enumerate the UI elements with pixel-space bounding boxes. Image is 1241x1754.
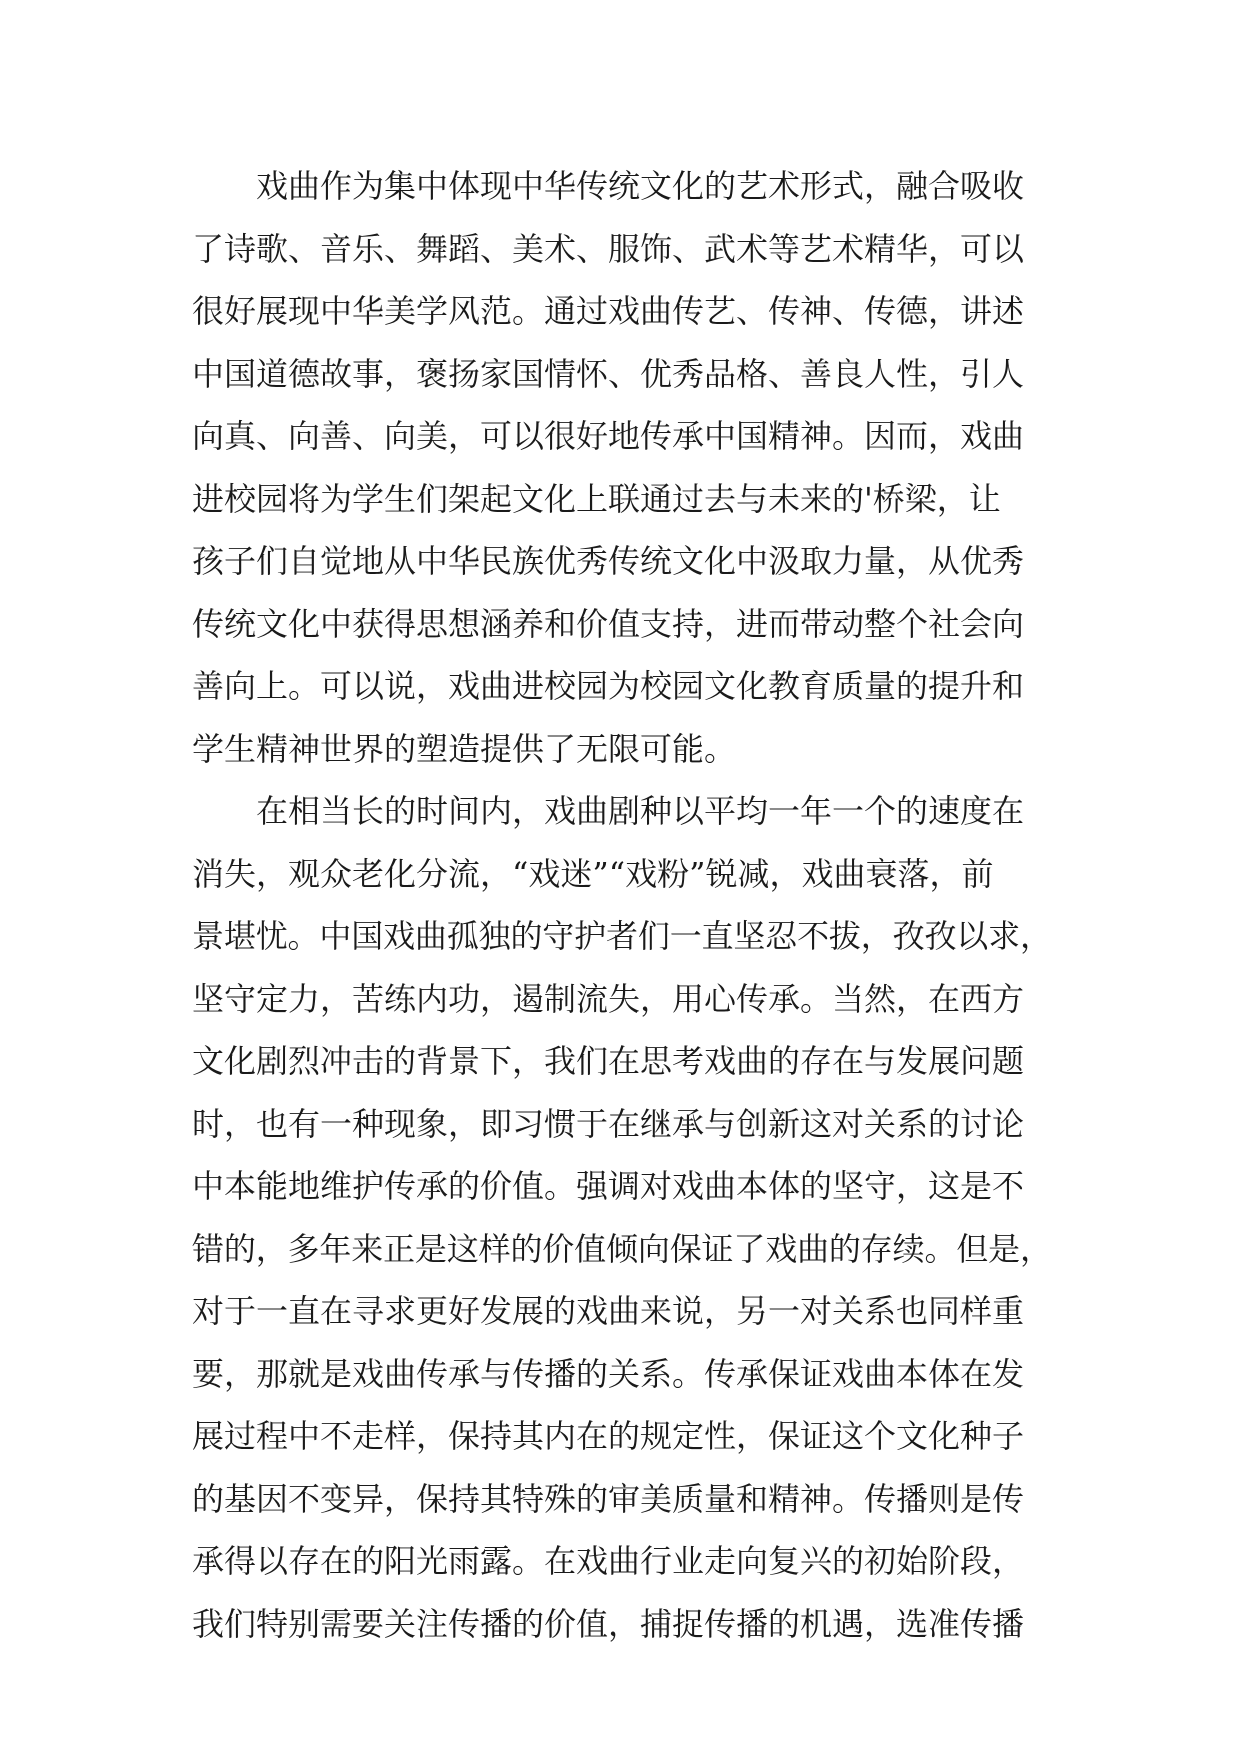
text-line: 向真、向善、向美，可以很好地传承中国精神。因而，戏曲 <box>192 417 1025 455</box>
text-line: 戏曲作为集中体现中华传统文化的艺术形式，融合吸收 <box>192 167 1025 205</box>
text-line: 消失，观众老化分流，“戏迷”“戏粉”锐减，戏曲衰落，前 <box>192 854 994 893</box>
text-line: 中本能地维护传承的价值。强调对戏曲本体的坚守，这是不 <box>192 1167 1025 1205</box>
text-line: 要，那就是戏曲传承与传播的关系。传承保证戏曲本体在发 <box>192 1354 1025 1393</box>
text-line: 错的，多年来正是这样的价值倾向保证了戏曲的存续。但是， <box>192 1229 1052 1268</box>
text-line: 进校园将为学生们架起文化上联通过去与未来的'桥梁，让 <box>192 479 1001 518</box>
text-line: 孩子们自觉地从中华民族优秀传统文化中汲取力量，从优秀 <box>192 542 1025 580</box>
text-line: 文化剧烈冲击的背景下，我们在思考戏曲的存在与发展问题 <box>192 1042 1025 1080</box>
text-line: 的基因不变异，保持其特殊的审美质量和精神。传播则是传 <box>192 1479 1025 1518</box>
text-line: 坚守定力，苦练内功，遏制流失，用心传承。当然，在西方 <box>192 979 1025 1018</box>
text-line: 学生精神世界的塑造提供了无限可能。 <box>192 729 737 768</box>
text-line: 了诗歌、音乐、舞蹈、美术、服饰、武术等艺术精华，可以 <box>192 229 1025 268</box>
text-line: 景堪忧。中国戏曲孤独的守护者们一直坚忍不拔，孜孜以求， <box>192 917 1052 955</box>
text-line: 展过程中不走样，保持其内在的规定性，保证这个文化种子 <box>192 1417 1025 1455</box>
text-line: 传统文化中获得思想涵养和价值支持，进而带动整个社会向 <box>192 604 1025 643</box>
text-line: 很好展现中华美学风范。通过戏曲传艺、传神、传德，讲述 <box>192 292 1025 330</box>
text-line: 承得以存在的阳光雨露。在戏曲行业走向复兴的初始阶段， <box>192 1542 1025 1580</box>
text-line: 善向上。可以说，戏曲进校园为校园文化教育质量的提升和 <box>192 667 1025 705</box>
body-text <box>192 155 1052 1655</box>
text-line: 对于一直在寻求更好发展的戏曲来说，另一对关系也同样重 <box>192 1292 1025 1330</box>
text-line: 时，也有一种现象，即习惯于在继承与创新这对关系的讨论 <box>192 1104 1025 1143</box>
text-line: 在相当长的时间内，戏曲剧种以平均一年一个的速度在 <box>192 792 1025 830</box>
text-line: 中国道德故事，褒扬家国情怀、优秀品格、善良人性，引人 <box>192 354 1025 393</box>
text-line: 我们特别需要关注传播的价值，捕捉传播的机遇，选准传播 <box>192 1604 1025 1643</box>
